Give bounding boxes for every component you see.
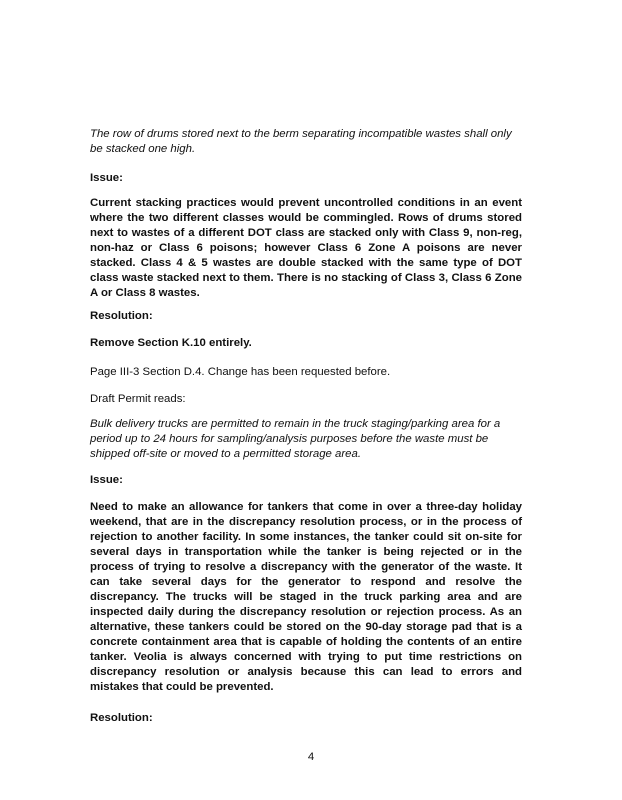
quoted-permit-text-bulk-trucks: Bulk delivery trucks are permitted to remain in the truck staging/parking area for a period up to 24 hours for sampling/analysis purposes before the waste must be shipped off-site or moved to a permitted storage area.: [90, 418, 501, 460]
page-number: 4: [307, 751, 315, 763]
issue-body-stacking: Current stacking practices would prevent uncontrolled conditions in an event where the two different classes would be commingled. Rows of drums stored next to wastes of a different DOT class are stacked only with Class 9, non-reg, non-haz or Class 6 poisons; however Class 6 Zone A poisons are never stacked. Class 4 & 5 wastes are double stacked with the same type of DOT class waste stacked next to them. There is no stacking of Class 3, Class 6 Zone A or Class 8 wastes.: [90, 197, 522, 299]
page-reference: Page III-3 Section D.4. Change has been requested before.: [90, 366, 391, 378]
resolution-body-remove-section: Remove Section K.10 entirely.: [90, 337, 252, 349]
resolution-heading: Resolution:: [90, 310, 153, 322]
quoted-permit-text-drums: The row of drums stored next to the berm separating incompatible wastes shall only be stacked one high.: [90, 128, 512, 155]
issue-heading-2: Issue:: [90, 474, 123, 486]
draft-permit-reads-label: Draft Permit reads:: [90, 393, 186, 405]
resolution-heading-2: Resolution:: [90, 712, 153, 724]
issue-body-tankers: Need to make an allowance for tankers that come in over a three-day holiday weekend, that are in the discrepancy resolution process, or in the process of rejection to another facility. In some instances, the tanker could sit on-site for several days in transportation while the tanker is being rejected or in the process of trying to resolve a discrepancy with the generator of the waste. It can take several days for the generator to respond and resolve the discrepancy. The trucks will be staged in the truck parking area and are inspected daily during the discrepancy resolution or rejection process. As an alternative, these tankers could be stored on the 90-day storage pad that is a concrete containment area that is capable of holding the contents of an entire tanker. Veolia is always concerned with trying to put time restrictions on discrepancy resolution or analysis because this can lead to errors and mistakes that could be prevented.: [90, 501, 522, 693]
issue-heading: Issue:: [90, 172, 123, 184]
